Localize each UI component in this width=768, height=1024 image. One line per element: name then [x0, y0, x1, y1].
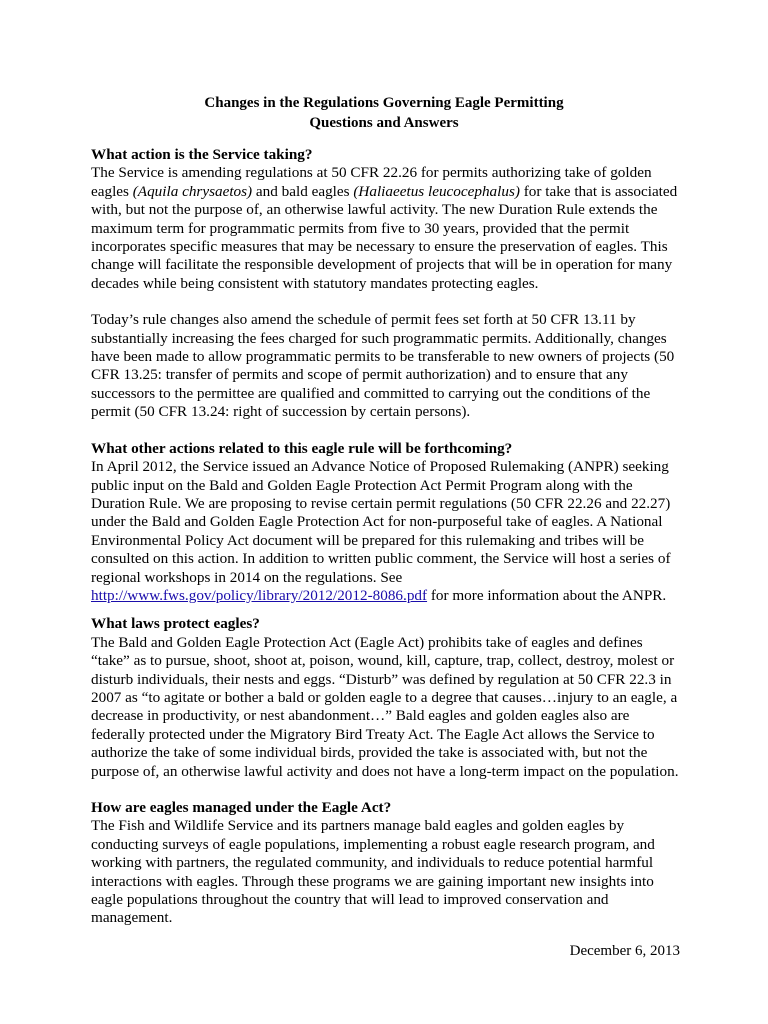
paragraph-text: for take that is associated with, but not the purpose of, an otherwise lawful activity. The new Duration Rule extends the maximum term for programmatic permits from five to 30 years, provided that the permit incorporates specific measures that may be necessary to ensure the preservation of eagles. This change will facilitate the responsible development of projects that will be in operation for many decades while being consistent with statutory mandates protecting eagles. — [91, 182, 678, 292]
section-heading: What other actions related to this eagle rule will be forthcoming? — [91, 439, 513, 457]
section-paragraph — [91, 164, 683, 293]
paragraph-text: In April 2012, the Service issued an Advance Notice of Proposed Rulemaking (ANPR) seeking public input on the Bald and Golden Eagle Protection Act Permit Program along with the Duration Rule. We are proposing to revise certain permit regulations (50 CFR 22.26 and 22.27) under the Bald and Golden Eagle Protection Act for non-purposeful take of eagles. A National Environmental Policy Act document will be prepared for this rulemaking and tribes will be consulted on this action. In addition to written public comment, the Service will host a series of regional workshops in 2014 on the regulations. See — [91, 458, 671, 586]
document-body — [91, 146, 683, 928]
section-forthcoming — [91, 440, 683, 606]
title-line-1: Changes in the Regulations Governing Eagle Permitting — [204, 95, 564, 111]
section-heading: How are eagles managed under the Eagle Act? — [91, 799, 392, 816]
section-heading: What action is the Service taking? — [91, 146, 313, 163]
section-management — [91, 799, 683, 928]
paragraph-text: for more information about the ANPR. — [427, 586, 667, 604]
section-paragraph: The Bald and Golden Eagle Protection Act (Eagle Act) prohibits take of eagles and defines “take” as to pursue, shoot, shoot at, poison, wound, kill, capture, trap, collect, destroy, molest or disturb individuals, their nests and eggs. “Disturb” was defined by regulation at 50 CFR 22.3 in 2007 as “to agitate or bother a bald or golden eagle to a degree that causes…injury to an eagle, a decrease in productivity, or nest abandonment…” Bald eagles and golden eagles also are federally protected under the Migratory Bird Treaty Act. The Eagle Act allows the Service to authorize the take of some individual birds, provided the take is associated with, but not the purpose of, an otherwise lawful activity and does not have a long-term impact on the population. — [91, 633, 679, 780]
title-line-2: Questions and Answers — [309, 115, 459, 131]
paragraph-text: and bald eagles — [252, 182, 354, 200]
section-paragraph: The Fish and Wildlife Service and its partners manage bald eagles and golden eagles by conducting surveys of eagle populations, implementing a robust eagle research program, and working with partners, the regulated community, and individuals to reduce potential harmful interactions with eagles. Through these programs we are gaining important new insights into eagle populations throughout the country that will lead to improved conservation and management. — [91, 817, 655, 927]
section-paragraph — [91, 458, 683, 605]
scientific-name-golden: (Aquila chrysaetos) — [132, 182, 253, 200]
section-heading: What laws protect eagles? — [91, 615, 260, 633]
paragraph-text: The Service is amending regulations at 50 CFR 22.26 for permits authorizing take of golden eagles — [91, 164, 652, 200]
anpr-link[interactable]: http://www.fws.gov/policy/library/2012/2012-8086.pdf — [91, 586, 428, 604]
document-title — [0, 93, 768, 133]
section-laws — [91, 615, 683, 781]
section-paragraph: Today’s rule changes also amend the schedule of permit fees set forth at 50 CFR 13.11 by substantially increasing the fees charged for such programmatic permits. Additionally, changes have been made to allow programmatic permits to be transferable to new owners of projects (50 CFR 13.25: transfer of permits and scope of permit authorization) and to ensure that any successors to the permittee are qualified and committed to carrying out the conditions of the permit (50 CFR 13.24: right of succession by certain persons). — [91, 311, 675, 421]
scientific-name-bald: (Haliaeetus leucocephalus) — [353, 182, 520, 200]
section-action — [91, 146, 683, 422]
document-date: December 6, 2013 — [569, 943, 680, 959]
